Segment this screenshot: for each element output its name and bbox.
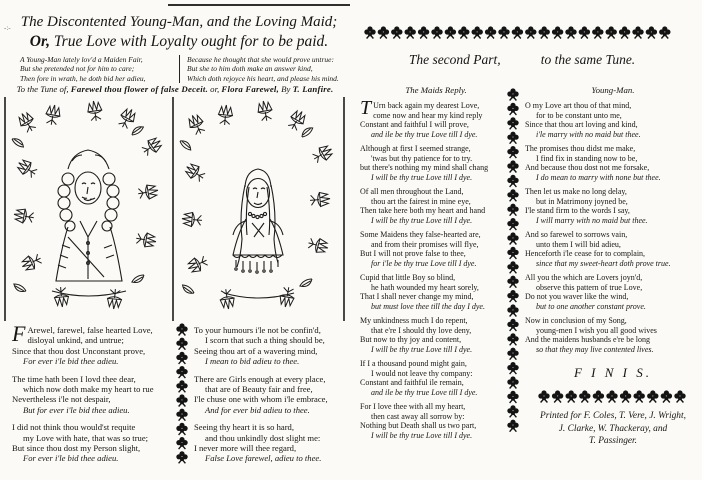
verse-line: I will be thy true Love till I dye. bbox=[371, 215, 473, 225]
verse-line: If I a thousand pound might gain, bbox=[360, 359, 467, 368]
verse-line: And so farewel to sorrows vain, bbox=[525, 230, 628, 239]
fleuron-icon bbox=[647, 390, 658, 402]
stanza bbox=[525, 316, 701, 354]
verse-line: and thou unkindly dost slight me: bbox=[205, 432, 321, 443]
finis-text: F I N I S. bbox=[573, 365, 653, 380]
tune-line bbox=[2, 84, 348, 94]
fleuron-icon bbox=[579, 390, 590, 402]
verse-line: For I love thee with all my heart, bbox=[360, 402, 466, 411]
verse-line: I'le stand firm to the words I say, bbox=[525, 206, 630, 215]
stanza bbox=[360, 359, 512, 397]
fleuron-icon bbox=[507, 247, 518, 259]
stanza bbox=[360, 144, 512, 182]
fleuron-icon bbox=[620, 390, 631, 402]
fleuron-icon bbox=[176, 394, 187, 406]
verse-line: my Love with hate, that was so true; bbox=[23, 432, 149, 443]
fleuron-ornament-strip-middle bbox=[507, 88, 520, 434]
fleuron-icon bbox=[507, 103, 518, 115]
verse-line: I scorn that such a thing should be, bbox=[205, 335, 325, 346]
verse-line: Some Maidens they false-hearted are, bbox=[360, 230, 481, 239]
verse-line: But now to thy joy and content, bbox=[360, 335, 462, 344]
imprint-line: J. Clarke, W. Thackeray, and bbox=[558, 423, 668, 434]
verse-line: For ever i'le bid thee adieu. bbox=[23, 356, 119, 367]
verse-line: Now in conclusion of my Song, bbox=[525, 316, 627, 325]
woman-woodcut-panel bbox=[179, 100, 335, 310]
epigraph-line: Which doth rejoyce his heart, and please his mind. bbox=[187, 73, 339, 83]
fleuron-icon bbox=[512, 26, 523, 38]
tune-author: T. Lanfire. bbox=[292, 84, 334, 94]
verse-line: 'twas but thy patience for to try. bbox=[371, 153, 473, 163]
fleuron-icon bbox=[176, 451, 187, 463]
fleuron-icon bbox=[378, 26, 389, 38]
verse-line: observe this pattern of true Love, bbox=[536, 282, 643, 292]
fleuron-icon bbox=[391, 26, 402, 38]
stanza bbox=[194, 422, 348, 464]
verse-line: then cast away all sorrow by: bbox=[371, 411, 465, 421]
fleuron-icon bbox=[507, 333, 518, 345]
fleuron-icon bbox=[566, 390, 577, 402]
fleuron-icon bbox=[565, 26, 576, 38]
fleuron-icon bbox=[176, 437, 187, 449]
drop-cap-initial: T bbox=[360, 97, 372, 119]
fleuron-icon bbox=[507, 420, 518, 432]
fleuron-icon bbox=[507, 276, 518, 288]
subtitle-text: True Love with Loyalty ought for to be paid. bbox=[50, 33, 329, 50]
verse-line: that e're I should thy love deny, bbox=[371, 325, 472, 335]
stanza bbox=[525, 230, 701, 268]
verse-line: Of all men throughout the Land, bbox=[360, 187, 464, 196]
verse-line: And for ever bid adieu to thee. bbox=[205, 404, 310, 415]
second-part-heading bbox=[352, 52, 692, 68]
verse-line: For ever i'le bid thee adieu. bbox=[23, 453, 119, 464]
fleuron-icon bbox=[525, 26, 536, 38]
verse-line: Henceforth i'le cease for to complain, bbox=[525, 249, 646, 258]
fleuron-icon bbox=[176, 338, 187, 350]
epigraph-quatrains bbox=[12, 55, 346, 83]
verse-line: My unkindness much I do repent, bbox=[360, 316, 468, 325]
fleuron-icon bbox=[507, 261, 518, 273]
stanza bbox=[360, 230, 512, 268]
stanza bbox=[525, 273, 701, 311]
fleuron-icon bbox=[507, 117, 518, 129]
epigraph-right-column bbox=[179, 55, 346, 83]
ballad-title: The Discontented Young-Man, and the Loving Maid; bbox=[20, 14, 338, 30]
verse-line: Although at first I seemed strange, bbox=[360, 144, 471, 153]
young-man-stanzas bbox=[525, 101, 701, 354]
fleuron-icon bbox=[431, 26, 442, 38]
stanza bbox=[525, 187, 701, 225]
verse-line: disloyal unkind, and untrue; bbox=[27, 335, 124, 346]
fleuron-icon bbox=[507, 218, 518, 230]
verse-line: I will be thy true Love till I dye. bbox=[371, 430, 473, 440]
fleuron-icon bbox=[176, 409, 187, 421]
epigraph-line: Because he thought that she would prove untrue: bbox=[187, 55, 334, 64]
fleuron-icon bbox=[405, 26, 416, 38]
verse-line: Constant and faithful I will prove, bbox=[360, 120, 469, 129]
verse-line: And the maidens husbands e're be long bbox=[525, 335, 650, 344]
verse-line: Nevertheless i'le not despair, bbox=[12, 394, 111, 405]
fleuron-icon bbox=[507, 88, 518, 100]
fleuron-icon bbox=[507, 175, 518, 187]
epigraph-line: But she pretended not for him to care; bbox=[20, 64, 135, 74]
fleuron-icon bbox=[507, 348, 518, 360]
verse-line: and ile be thy true Love till I dye. bbox=[371, 387, 478, 397]
fleuron-icon bbox=[538, 390, 549, 402]
fleuron-icon bbox=[507, 232, 518, 244]
maids-reply-heading: The Maids Reply. bbox=[405, 85, 467, 95]
verse-line: T Urn back again my dearest Love, bbox=[360, 97, 480, 119]
verse-line: I mean to bid adieu to thee. bbox=[205, 356, 300, 367]
fleuron-icon bbox=[507, 189, 518, 201]
verse-line: And because thou dost not me forsake, bbox=[525, 163, 650, 172]
fleuron-icon bbox=[445, 26, 456, 38]
fleuron-icon bbox=[634, 390, 645, 402]
fleuron-icon bbox=[579, 26, 590, 38]
verse-line: Do not you waver like the wind, bbox=[525, 292, 629, 301]
fleuron-icon bbox=[552, 390, 563, 402]
part1-verse-column-1 bbox=[12, 321, 172, 471]
drop-cap-initial: F bbox=[12, 321, 26, 346]
verse-line: False Love farewel, adieu to thee. bbox=[205, 453, 322, 464]
verse-line: for i'le be thy true Love till I dye. bbox=[371, 258, 477, 268]
tune-or: or, bbox=[207, 84, 222, 94]
second-part-page bbox=[352, 0, 702, 480]
tune-title-2: Flora Farewel, bbox=[221, 84, 279, 94]
fleuron-icon bbox=[606, 26, 617, 38]
fleuron-ornament-row-top bbox=[364, 26, 676, 41]
verse-line: But since thou dost my Person slight, bbox=[12, 443, 141, 454]
fleuron-icon bbox=[619, 26, 630, 38]
tune-title-1: Farewel thou flower of false Deceit. bbox=[70, 84, 208, 94]
fleuron-icon bbox=[507, 290, 518, 302]
verse-line: unto them I will bid adieu, bbox=[536, 239, 621, 249]
stanza bbox=[360, 316, 512, 354]
fleuron-icon bbox=[418, 26, 429, 38]
fleuron-icon bbox=[507, 362, 518, 374]
verse-line: but to one another constant prove. bbox=[536, 301, 646, 311]
tune-prefix: To the Tune of, bbox=[16, 84, 71, 94]
fleuron-icon bbox=[507, 146, 518, 158]
fleuron-icon bbox=[507, 132, 518, 144]
verse-line: The time hath been I lovd thee dear, bbox=[12, 373, 136, 384]
fleuron-ornament-strip-left bbox=[176, 323, 189, 465]
second-part-heading-left: The second Part, bbox=[408, 52, 501, 67]
fleuron-icon bbox=[507, 405, 518, 417]
verse-line: O my Love art thou of that mind, bbox=[525, 101, 632, 110]
fleuron-icon bbox=[646, 26, 657, 38]
verse-line: I would not leave thy company: bbox=[371, 368, 473, 378]
stanza bbox=[525, 101, 701, 139]
young-man-heading: Young-Man. bbox=[591, 85, 635, 95]
verse-line: I did not think thou would'st requite bbox=[12, 422, 136, 433]
verse-line: so that they may live contented lives. bbox=[536, 344, 654, 354]
verse-line: I never more will thee regard, bbox=[194, 443, 297, 454]
verse-line: I find fix in standing now to be, bbox=[536, 153, 638, 163]
ballad-subtitle bbox=[12, 32, 346, 52]
epigraph-line: But she to him doth make an answer kind, bbox=[187, 64, 313, 74]
stanza bbox=[12, 321, 172, 367]
stanza bbox=[12, 422, 172, 464]
maids-reply-column bbox=[360, 85, 512, 445]
verse-line: Seeing thou art of a wavering mind, bbox=[194, 345, 318, 356]
epigraph-line: Then fore in wrath, he doth bid her adieu, bbox=[20, 73, 146, 83]
verse-line: I will marry with no maid but thee. bbox=[536, 215, 648, 225]
verse-line: Since that thou art loving and kind, bbox=[525, 120, 638, 129]
stanza bbox=[360, 97, 512, 139]
verse-line: but must love thee till the day I dye. bbox=[371, 301, 485, 311]
verse-line: Then let us make no long delay, bbox=[525, 187, 627, 196]
verse-line: come now and hear my kind reply bbox=[373, 110, 483, 120]
fleuron-icon bbox=[539, 26, 550, 38]
verse-line: thou art the fairest in mine eye, bbox=[371, 196, 471, 206]
imprint-line: T. Passinger. bbox=[588, 436, 637, 446]
verse-line: Constant and faithful ile remain, bbox=[360, 378, 464, 387]
fleuron-icon bbox=[507, 376, 518, 388]
young-man-column bbox=[525, 85, 701, 448]
fleuron-icon bbox=[364, 26, 375, 38]
verse-line: he hath wounded my heart sorely, bbox=[371, 282, 479, 292]
verse-line: All you the which are Lovers joyn'd, bbox=[525, 273, 643, 282]
fleuron-icon bbox=[485, 26, 496, 38]
verse-line: but there's nothing my mind shall chang bbox=[360, 163, 489, 172]
verse-line: That I shall never change my mind, bbox=[360, 292, 474, 301]
tune-by: By bbox=[278, 84, 293, 94]
fleuron-icon bbox=[176, 366, 187, 378]
stanza bbox=[360, 187, 512, 225]
part1-verse-column-2 bbox=[194, 325, 348, 471]
stanza bbox=[525, 144, 701, 182]
verse-line: which now doth make my heart to rue bbox=[23, 384, 154, 395]
fleuron-icon bbox=[593, 390, 604, 402]
stanza bbox=[360, 273, 512, 311]
fleuron-icon bbox=[661, 390, 672, 402]
verse-line: Since that thou dost Unconstant prove, bbox=[12, 345, 146, 356]
fleuron-icon bbox=[592, 26, 603, 38]
stanza bbox=[360, 402, 512, 440]
verse-line: Nothing but Death shall us two part, bbox=[360, 421, 477, 430]
fleuron-icon bbox=[498, 26, 509, 38]
verse-line: F Arewel, farewel, false hearted Love, bbox=[12, 321, 153, 346]
stanza bbox=[194, 325, 348, 367]
verse-line: young-men I wish you all good wives bbox=[536, 325, 657, 335]
verse-line: I will be thy true Love till I dye. bbox=[371, 172, 473, 182]
verse-line: Cupid that little Boy so blind, bbox=[360, 273, 456, 282]
fleuron-ornament-row-bottom bbox=[538, 390, 688, 405]
fleuron-icon bbox=[606, 390, 617, 402]
fleuron-icon bbox=[659, 26, 670, 38]
woodcut-illustration bbox=[2, 95, 346, 323]
verse-line: since that my sweet-heart doth prove true. bbox=[536, 258, 671, 268]
verse-line: To your humours i'le not be confin'd, bbox=[194, 325, 321, 335]
fleuron-icon bbox=[458, 26, 469, 38]
fleuron-icon bbox=[507, 391, 518, 403]
fleuron-icon bbox=[507, 204, 518, 216]
second-part-heading-right: to the same Tune. bbox=[540, 52, 636, 67]
fleuron-icon bbox=[674, 390, 685, 402]
fleuron-icon bbox=[552, 26, 563, 38]
subtitle-or: Or, bbox=[29, 33, 51, 50]
fleuron-icon bbox=[176, 423, 187, 435]
verse-line: There are Girls enough at every place, bbox=[194, 373, 326, 384]
verse-line: But I will not prove false to thee, bbox=[360, 249, 466, 258]
fleuron-icon bbox=[176, 352, 187, 364]
fleuron-icon bbox=[632, 26, 643, 38]
epigraph-line: A Young-Man lately lov'd a Maiden Fair, bbox=[20, 55, 143, 64]
epigraph-left-column bbox=[12, 55, 179, 83]
verse-line: and from their promises will flye, bbox=[371, 239, 479, 249]
verse-line: that are of Beauty fair and free, bbox=[205, 384, 313, 395]
fleuron-icon bbox=[472, 26, 483, 38]
stanza bbox=[12, 374, 172, 416]
imprint-line: Printed for F. Coles, T. Vere, J. Wright, bbox=[540, 411, 686, 421]
scan-edge-rule bbox=[168, 4, 350, 6]
verse-line: i'le marry with no maid but thee. bbox=[536, 129, 641, 139]
fleuron-icon bbox=[176, 323, 187, 335]
verse-line: Seeing thy heart it is so hard, bbox=[194, 422, 295, 433]
scan-margin-mark: -:- bbox=[4, 24, 11, 32]
verse-line: for to be constant unto me, bbox=[536, 110, 622, 120]
man-woodcut-panel bbox=[11, 100, 164, 310]
fleuron-icon bbox=[507, 319, 518, 331]
fleuron-icon bbox=[507, 304, 518, 316]
fleuron-icon bbox=[507, 160, 518, 172]
maids-reply-stanzas bbox=[360, 97, 512, 440]
verse-line: and ile be thy true Love till I dye. bbox=[371, 129, 478, 139]
verse-line: I will be thy true Love till I dye. bbox=[371, 344, 473, 354]
fleuron-icon bbox=[176, 380, 187, 392]
printer-imprint bbox=[525, 410, 701, 448]
verse-line: I do mean to marry with none but thee. bbox=[536, 172, 661, 182]
verse-line: The promises thou didst me make, bbox=[525, 144, 636, 153]
stanza bbox=[194, 374, 348, 416]
verse-line: But for ever i'le bid thee adieu. bbox=[23, 404, 130, 415]
verse-line: Then take here both my heart and hand bbox=[360, 206, 486, 215]
verse-line: but in Matrimony joyned be, bbox=[536, 196, 628, 206]
verse-line: I'le chuse one with whom i'le embrace, bbox=[194, 394, 328, 405]
